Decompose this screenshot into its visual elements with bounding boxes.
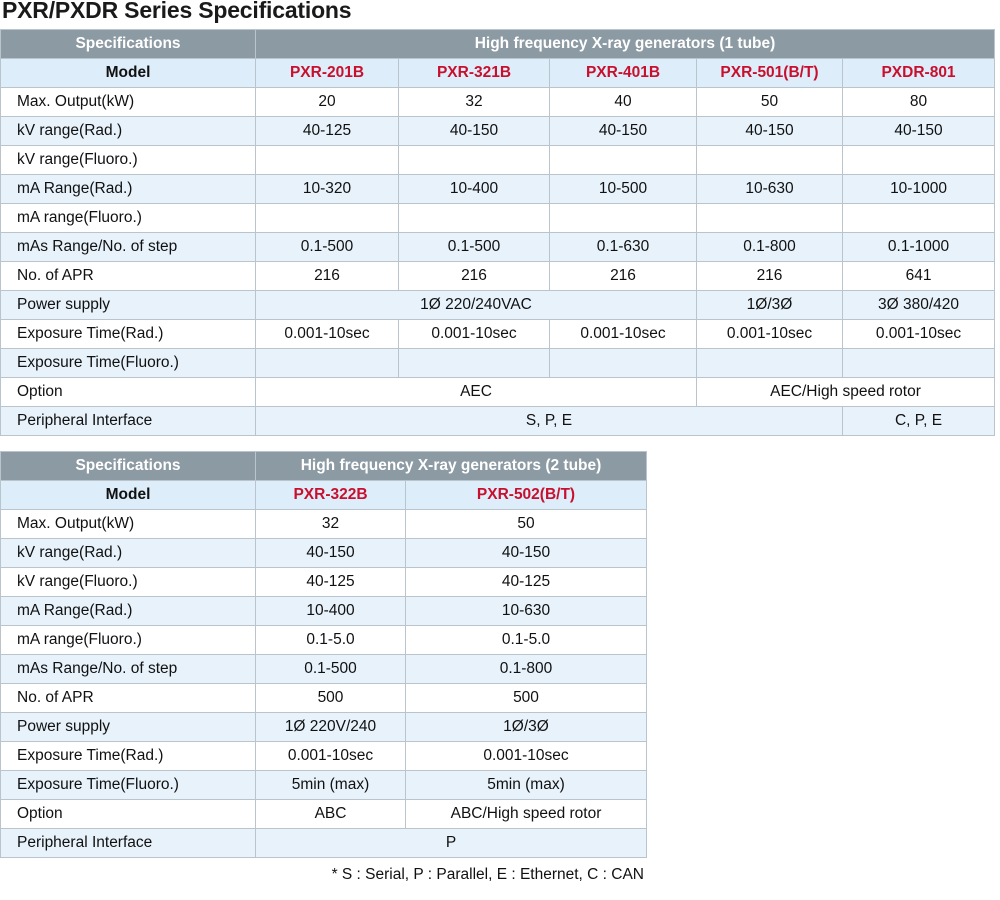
row-label: No. of APR [1, 262, 256, 291]
value-cell: 0.001-10sec [256, 320, 399, 349]
value-cell: 40-150 [256, 539, 406, 568]
model-name: PXR-322B [256, 481, 406, 510]
value-cell [550, 349, 697, 378]
value-cell: 40 [550, 88, 697, 117]
model-name: PXR-502(B/T) [406, 481, 647, 510]
table-row [1, 291, 995, 320]
row-label: Power supply [1, 291, 256, 320]
table-row [1, 742, 647, 771]
table-row [1, 233, 995, 262]
model-name: PXDR-801 [843, 59, 995, 88]
value-cell: ABC/High speed rotor [406, 800, 647, 829]
table-row [1, 829, 647, 858]
table-row [1, 800, 647, 829]
value-cell: 10-320 [256, 175, 399, 204]
value-cell: 10-500 [550, 175, 697, 204]
value-cell: 0.1-1000 [843, 233, 995, 262]
value-cell: 0.001-10sec [843, 320, 995, 349]
value-cell: 641 [843, 262, 995, 291]
value-cell [843, 204, 995, 233]
model-row [1, 481, 647, 510]
row-label: Exposure Time(Rad.) [1, 742, 256, 771]
value-cell: AEC [256, 378, 697, 407]
table-row [1, 146, 995, 175]
value-cell: P [256, 829, 647, 858]
model-name: PXR-401B [550, 59, 697, 88]
value-cell: 40-150 [843, 117, 995, 146]
value-cell: S, P, E [256, 407, 843, 436]
value-cell: 40-125 [406, 568, 647, 597]
value-cell: 0.001-10sec [399, 320, 550, 349]
value-cell: 10-630 [697, 175, 843, 204]
value-cell: ABC [256, 800, 406, 829]
table-row [1, 510, 647, 539]
value-cell: 0.001-10sec [550, 320, 697, 349]
value-cell: 0.001-10sec [256, 742, 406, 771]
model-name: PXR-501(B/T) [697, 59, 843, 88]
header-group-title: High frequency X-ray generators (1 tube) [256, 30, 995, 59]
value-cell: 40-125 [256, 568, 406, 597]
value-cell: 216 [697, 262, 843, 291]
table-row [1, 175, 995, 204]
table-row [1, 655, 647, 684]
table-row [1, 88, 995, 117]
value-cell: 0.1-500 [399, 233, 550, 262]
value-cell [399, 349, 550, 378]
value-cell: 0.1-800 [697, 233, 843, 262]
value-cell: 80 [843, 88, 995, 117]
value-cell: 20 [256, 88, 399, 117]
value-cell: 216 [256, 262, 399, 291]
value-cell: AEC/High speed rotor [697, 378, 995, 407]
row-label: kV range(Fluoro.) [1, 568, 256, 597]
value-cell: 32 [256, 510, 406, 539]
row-label: Peripheral Interface [1, 829, 256, 858]
table-row [1, 568, 647, 597]
value-cell: 10-1000 [843, 175, 995, 204]
table-row [1, 117, 995, 146]
value-cell: 1Ø/3Ø [406, 713, 647, 742]
value-cell: 216 [399, 262, 550, 291]
value-cell: 0.001-10sec [406, 742, 647, 771]
header-row [1, 30, 995, 59]
row-label: Exposure Time(Rad.) [1, 320, 256, 349]
table-row [1, 407, 995, 436]
value-cell: 40-150 [697, 117, 843, 146]
row-label: mA Range(Rad.) [1, 175, 256, 204]
table-row [1, 713, 647, 742]
table-row [1, 597, 647, 626]
table-row [1, 684, 647, 713]
value-cell: 0.1-500 [256, 655, 406, 684]
value-cell [843, 349, 995, 378]
row-label: mAs Range/No. of step [1, 233, 256, 262]
header-row [1, 452, 647, 481]
value-cell [256, 146, 399, 175]
value-cell [399, 146, 550, 175]
value-cell [256, 349, 399, 378]
value-cell: C, P, E [843, 407, 995, 436]
table-row [1, 771, 647, 800]
table-body [1, 59, 995, 436]
table-row [1, 349, 995, 378]
table-body [1, 481, 647, 858]
table-row [1, 262, 995, 291]
value-cell: 40-125 [256, 117, 399, 146]
table-row [1, 626, 647, 655]
row-label: Option [1, 800, 256, 829]
value-cell: 0.1-630 [550, 233, 697, 262]
value-cell: 0.1-5.0 [406, 626, 647, 655]
row-label: kV range(Rad.) [1, 539, 256, 568]
row-label: kV range(Rad.) [1, 117, 256, 146]
value-cell: 0.1-800 [406, 655, 647, 684]
value-cell [399, 204, 550, 233]
footnote: * S : Serial, P : Parallel, E : Ethernet, C : CAN [331, 866, 644, 883]
value-cell: 1Ø 220V/240 [256, 713, 406, 742]
row-label: Exposure Time(Fluoro.) [1, 771, 256, 800]
value-cell: 50 [697, 88, 843, 117]
value-cell: 1Ø 220/240VAC [256, 291, 697, 320]
value-cell: 40-150 [399, 117, 550, 146]
value-cell: 50 [406, 510, 647, 539]
page-title: PXR/PXDR Series Specifications [2, 0, 352, 23]
value-cell: 1Ø/3Ø [697, 291, 843, 320]
value-cell: 10-400 [256, 597, 406, 626]
spec-table-1-tube [0, 29, 995, 436]
model-name: PXR-201B [256, 59, 399, 88]
model-label: Model [1, 59, 256, 88]
row-label: No. of APR [1, 684, 256, 713]
spec-table-2-tube [0, 451, 647, 858]
model-name: PXR-321B [399, 59, 550, 88]
value-cell: 32 [399, 88, 550, 117]
value-cell: 10-630 [406, 597, 647, 626]
value-cell [697, 204, 843, 233]
header-specifications: Specifications [1, 452, 256, 481]
value-cell: 5min (max) [406, 771, 647, 800]
value-cell [697, 146, 843, 175]
row-label: mAs Range/No. of step [1, 655, 256, 684]
value-cell: 40-150 [406, 539, 647, 568]
row-label: Max. Output(kW) [1, 510, 256, 539]
row-label: Power supply [1, 713, 256, 742]
value-cell [550, 204, 697, 233]
row-label: Exposure Time(Fluoro.) [1, 349, 256, 378]
value-cell: 500 [256, 684, 406, 713]
header-group-title: High frequency X-ray generators (2 tube) [256, 452, 647, 481]
value-cell: 216 [550, 262, 697, 291]
row-label: Peripheral Interface [1, 407, 256, 436]
header-specifications: Specifications [1, 30, 256, 59]
value-cell: 40-150 [550, 117, 697, 146]
value-cell: 10-400 [399, 175, 550, 204]
model-label: Model [1, 481, 256, 510]
table-row [1, 378, 995, 407]
value-cell [256, 204, 399, 233]
row-label: mA range(Fluoro.) [1, 626, 256, 655]
value-cell: 0.1-5.0 [256, 626, 406, 655]
value-cell: 0.001-10sec [697, 320, 843, 349]
row-label: mA Range(Rad.) [1, 597, 256, 626]
value-cell [843, 146, 995, 175]
row-label: mA range(Fluoro.) [1, 204, 256, 233]
model-row [1, 59, 995, 88]
value-cell: 500 [406, 684, 647, 713]
row-label: Option [1, 378, 256, 407]
table-row [1, 539, 647, 568]
row-label: Max. Output(kW) [1, 88, 256, 117]
row-label: kV range(Fluoro.) [1, 146, 256, 175]
table-row [1, 320, 995, 349]
value-cell [550, 146, 697, 175]
value-cell [697, 349, 843, 378]
value-cell: 0.1-500 [256, 233, 399, 262]
value-cell: 5min (max) [256, 771, 406, 800]
value-cell: 3Ø 380/420 [843, 291, 995, 320]
table-row [1, 204, 995, 233]
